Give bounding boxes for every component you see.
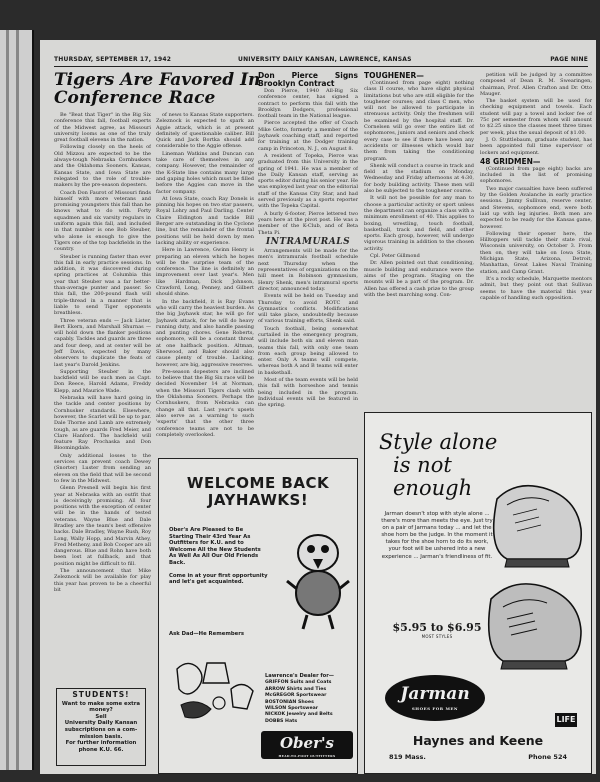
dealer-item: GRIFFON Suits and Coats [265,680,332,686]
obers-copy [169,527,269,586]
left-page-edge [0,30,34,770]
store-address-line [389,753,567,761]
jarman-price-note: MOST STYLES [421,634,453,639]
pierce-headline: Don Pierce Signs Brooklyn Contract [258,72,358,88]
pierce-para-0: Don Pierce, 1940 All-Big Six conference center, has signed a contract to perform this fall with the Brooklyn Dodgers, professional football team in the National league. [258,88,358,120]
students-line-5: For further information [65,740,137,747]
jarman-logo-text: Jarman [400,684,470,704]
obers-dealer-title: Lawrence's Dealer for— [265,673,334,679]
jayhawk-mascot-icon [285,523,351,633]
students-line-1: Sell [95,713,107,720]
pierce-intramurals-column [258,72,358,456]
shoes-illustration-icon [477,459,587,689]
students-line-4: mission basis. [79,733,123,740]
tigers-para-1: Following closely on the heels of Old Mizzou are expected to be the always-tough Nebraska Cornhuskers and the Oklahoma Sooners. Kansas, Kansas State, and Iowa State are relegated to the role of trouble-makers by the pre-season dopesters. [54,144,151,189]
cont-para-2: At Iowa State, coach Ray Donels is pinning his hopes on two star passers, Royal Lohry and Paul Darling. Center Claire Eldington and tackle Bill Berger are outstanding in the Cyclone line, but the remainder of the frontal positions will be held down by men lacking ability or experience. [156,195,254,246]
toughener-headline: TOUGHENER— [364,72,424,80]
dealer-item: McGREGOR Sportswear [265,693,327,699]
store-address: 819 Mass. [389,753,426,761]
obers-advertisement [158,458,358,774]
pierce-para-3: A burly 6-footer, Pierce lettered two years here at the pivot post. He was a member of the K-Club, and of Beta Theta Pi. [258,210,358,236]
tigers-para-4: Three veteran ends — Jack Lister, Bert Ekern, and Marshall Shurnas — will hold down the flanker positions capably. Tackles and guards are three and four deep, and at center will be Jeff Davis, expected by many observers to duplicate the feats of last year's Darold Jenkins. [54,317,151,368]
gridmen-para-2: Following their opener here, the Hilltoppers will tackle their state rival, Wisconsin university, on October 3. From then on, they will take on Iowa State, Michigan State, Arizona, Detroit, Manhattan, Great Lakes Naval Training station, and Camp Grant. [480,230,592,275]
intramurals-para-2: Touch football, being somewhat curtailed in the emergency program, will include both six and eleven man teams this fall, with only one team from each group being allowed to enter. Only A teams will compete, whereas both A and B teams will enter in basketball. [258,325,358,376]
tigers-para-9: The announcement that Mike Zeleznock will be available for play this year has proven to be a cheerful bit [54,568,151,593]
tigers-para-6: Nebraska will have hard going in the tackle and center positions by Cornhusker standards. Elsewhere, however, the Scarlet will be up to par. Dale Thorne and Lamb are extremely tough, as are guards Fred Meier, and Clare Hanford. The backfield will feature Ray Prochaska and Don Bloomingdale. [54,395,151,452]
tigers-para-2: Coach Don Faurot of Missouri finds himself with more veterans and promising youngsters this fall than he knows what to do with. Forty squadmen and six varsity regulars in uniform again this fall, and included in that number is one Bob Steuber, who alone is enough to give the Tigers one of the top backfields in the country. [54,189,151,253]
jarman-script-line-1: is not enough [393,453,473,500]
intramurals-headline: INTRAMURALS [265,236,351,247]
jarman-price-range: $5.95 to $6.95 [392,621,482,634]
obers-headline-line-0: WELCOME BACK [186,474,330,492]
dealer-item: DOBBS Hats [265,718,298,724]
newspaper-page [40,40,596,774]
gridcont-para-2: J. O. Stuttlebaum, graduate student, has been appointed full time supervisor of lockers and equipment. [480,136,592,156]
tigers-para-3: Steuber is running faster than ever this fall in early practice sessions. In addition, it was discovered during spring practices at Columbia this year that Steuber was a far better-than-average punter and passer. So this fall, the 200-pound flash will triple-thread in a manner that is liable to send Tiger opponents breathless. [54,253,151,317]
store-name: Haynes and Keene [412,733,544,748]
masthead-title: UNIVERSITY DAILY KANSAN, LAWRENCE, KANSAS [238,56,412,63]
dealer-item: BOSTONIAN Shoes [265,699,314,705]
dealer-item: NICKOK Jewelry and Belts [265,712,333,718]
cont-para-3: Here in Lawrence, Gwinn Henry is preparing an eleven which he hopes will be the surprise team of the conference. The line is definitely an improvement over last year's. Men like Hardman, Dick Johnson, Crawford, Long, Penney, and Gilbert should shine. [156,247,254,298]
life-magazine-badge: LIFE [555,713,577,727]
clothing-sketch-icon [167,649,259,727]
intramurals-para-3: Most of the team events will be held this fall with horseshoe and tennis being included in the program. Individual events will be featured in the spring. [258,377,358,409]
masthead-date: THURSDAY, SEPTEMBER 17, 1942 [54,56,172,63]
jarman-logo-subtext: SHOES FOR MEN [411,706,459,711]
obers-logo [261,731,353,759]
tigers-para-5: Supporting Steuber in the backfield will be such men as Capt. Don Reece, Harold Adams, Freddy Klepp, and Maurice Wade. [54,368,151,394]
students-line-6: phone K.U. 66. [78,746,124,753]
cont-para-0: of news to Kansas State supporters. Zeleznock is expected to spark an Aggie attack, which is at present definitely of questionable caliber. Bill Quick and Jack Bortka should add considerable to the Aggie offense. [156,112,254,150]
obers-dealer-list [265,673,355,725]
tigers-para-7: Only additional losses to the services can prevent coach Dewey (Snorter) Luster from sending an eleven on the field that will be second to few in the Midwest. [54,452,151,484]
intramurals-para-0: Arrangements will be made for the men's intramurals football schedule next Thursday when the representatives of organizations on the hill meet in Robinson gymnasium, Henry Shenk, men's intramural sports director, announced today. [258,248,358,292]
tigers-headline: Tigers Are Favored In Conference Race [54,70,261,108]
cont-para-5: Pre-season dopesters are inclined to believe that the Big Six race will be decided November 14 at Norman, when the Missouri Tigers clash with the Oklahoma Sooners. Perhaps the Cornhuskers, from Nebraska can change all that. Last year's upsets also serve as a warning to such 'experts' that the other three conference teams are not to be completely overlooked. [156,368,254,438]
jarman-logo [385,675,485,721]
students-line-2: University Daily Kansan [64,720,138,727]
dealer-item: WILSON Sportswear [265,706,319,712]
gridmen-para-3: It's a rocky schedule, Marquette mentors admit, but they point out that Sullivan seems to have the material this year capable of handling such opposition. [480,275,592,301]
pierce-para-1: Pierce accepted the offer of Coach Mike Getto, formerly a member of the Jayhawk coaching staff, and reported for training at the Dodger training camp in Princeton, N. J., on August 8. [258,120,358,152]
masthead-rule [54,66,588,67]
masthead-page: PAGE NINE [550,56,588,63]
obers-welcome-text: Ober's Are Pleased to Be Starting Their 43rd Year As Outfitters for K.U. and to Welcome All the New Students As Well As All Our Old Friends Back. [169,527,261,566]
pierce-para-2: A resident of Topeka, Pierce was graduated from this University in the spring of 1941. He was a member of the Daily Kansan staff, serving as sports editor during his senior year. He was employed last year on the editorial staff of the Kansas City Star, and had served previously as a sports reporter with the Topeka Capital. [258,152,358,210]
jarman-script-line-0: Style alone [379,430,498,454]
obers-logo-text: Ober's [279,734,335,752]
gridmen-para-1: Two major casualties have been suffered by the Golden Avalanche in early practice sessions. Jimmy Sullivan, reserve center, and Stevens, sophomore end, were both laid up with leg injuries. Both men are expected to be ready for the Kansas game, however. [480,185,592,230]
dealer-item: ARROW Shirts and Ties [265,686,327,692]
store-phone: Phone 524 [528,753,567,761]
gridcont-para-1: The basket system will be used for checking equipment and towels. Each student will pay a towel and locker fee of 75c per semester from whom will amount to $2.25 since the classes meet three times per week, plus the usual deposit of $1.00. [480,98,592,136]
obers-headline [159,475,357,509]
gridmen-column [480,72,592,408]
tigers-continued-body [156,112,254,452]
gridmen-headline: 48 GRIDMEN— [480,156,541,166]
intramurals-para-1: Events will be held on Tuesday and Thursday to avoid ROTC and Gymnastics conflicts. Modifications will take place, undoubtedly because of various training efforts, Shenk said. [258,293,358,325]
obers-headline-line-1: JAYHAWKS! [207,491,309,509]
jarman-advertisement [364,412,592,774]
toughener-para-3: Cpl. Peter Gillmond [370,253,420,260]
toughener-para-4: Dr. Allen pointed out that conditioning, muscle building and endurance were the aims of the program. Staging on the mounts will be a part of the program. Dr. Allen has offered a cash prize to the group with the best marching song. Con- [364,260,474,298]
students-line-3: subscriptions on a com- [64,726,138,733]
obers-signoff: Ask Dad—He Remembers [169,631,244,637]
cont-para-4: In the backfield, it is Ray Evans who will carry the heaviest burden. As the big Jayhawk star, he will go for Jayhawk attack, for he will do heavy running duty, and also handle passing and punting chores. Gene Roberts, sophomore, will be a constant threat at one halfback position. Altman, Sherwood, and Baker should also cause plenty of trouble. Lacking, however, are big, aggressive reserves. [156,298,254,368]
students-title: STUDENTS! [72,690,130,699]
obers-invite-text: Come in at your first opportunity and let's get acquainted. [169,572,268,586]
toughener-para-0: (Continued from page eight) nothing class II course, who have slight physical limitations but who are still eligible for the toughener courses; and class C men, who will not be allowed to participate in strenuous activity. Only the freshmen will be examined by the hospital staff. Dr. Cornelsen will go over the entire list of sophomores, juniors and seniors and check every case to see if there have been any accidents or illnesses which would bar them from taking the conditioning program. [364,80,474,162]
cont-para-1: Lineman Watkins and Duncan can take care of themselves in any company. However, the remainder of the K-State line contains many large and gaping holes which must be filled before the Aggies can move in the factor company. [156,150,254,195]
jarman-copy: Jarman doesn't stop with style alone ... there's more than meets the eye. Just try on a pair of Jarmans today ... and let the shoe horn be the judge. In the moment it takes for the shoe horn to do its work, your foot will be ushered into a new experience ... Jarman's friendliness of fit. [381,511,493,560]
toughener-column [364,72,474,408]
students-classified-box [56,688,146,766]
tigers-para-0: Be "Beat that Tiger" in the Big Six conference this fall, football experts of the Midwest agree, as Missouri university looms as one of the truly great football elevens in the nation. [54,112,151,144]
toughener-para-1: Shenk will conduct a course in track and field at the stadium on Monday, Wednesday and Friday afternoons at 4:30, for body building activity. These men will also be subjected to the toughener course. [364,162,474,195]
tigers-article-body [54,112,151,682]
toughener-para-2: It will not be possible for any man to choose a particular activity or sport unless the department can organize a class with a minimum enrollment of 40. This applies to boxing, wrestling, touch football, basketball, track and field, and other sports. Each group, however, will undergo vigorous training in addition to the chosen activity. [364,195,474,252]
students-line-0: Want to make some extra money? [61,700,141,714]
tigers-para-8: Glenn Presnell will begin his first year at Nebraska with an outfit that is deceivingly promising. All four positions with the exception of center will be in the hands of tested veterans. Wayne Blue and Dale Bradley are the team's best offensive backs. Dale Bradley, Wayne Rush, Roy Long, Wally Hopp, and Marvin Athey, Fred Metheny, and Bob Cooper are all dangerous. Blue and Rohn have both been lost at fullback, and that position might be difficult to fill. [54,485,151,567]
gridmen-para-0: (Continued from page eight) backs are included in the list of promising sophomores. [480,165,592,185]
gridcont-para-0: petition will be judged by a committee composed of Dean R. M. Swearingen, chairman, Prof. Allen Crafton and Dr. Otto Mauger. [480,72,592,97]
obers-logo-subtext: HEAD-TO-FOOT OUTFITTERS [278,754,336,758]
